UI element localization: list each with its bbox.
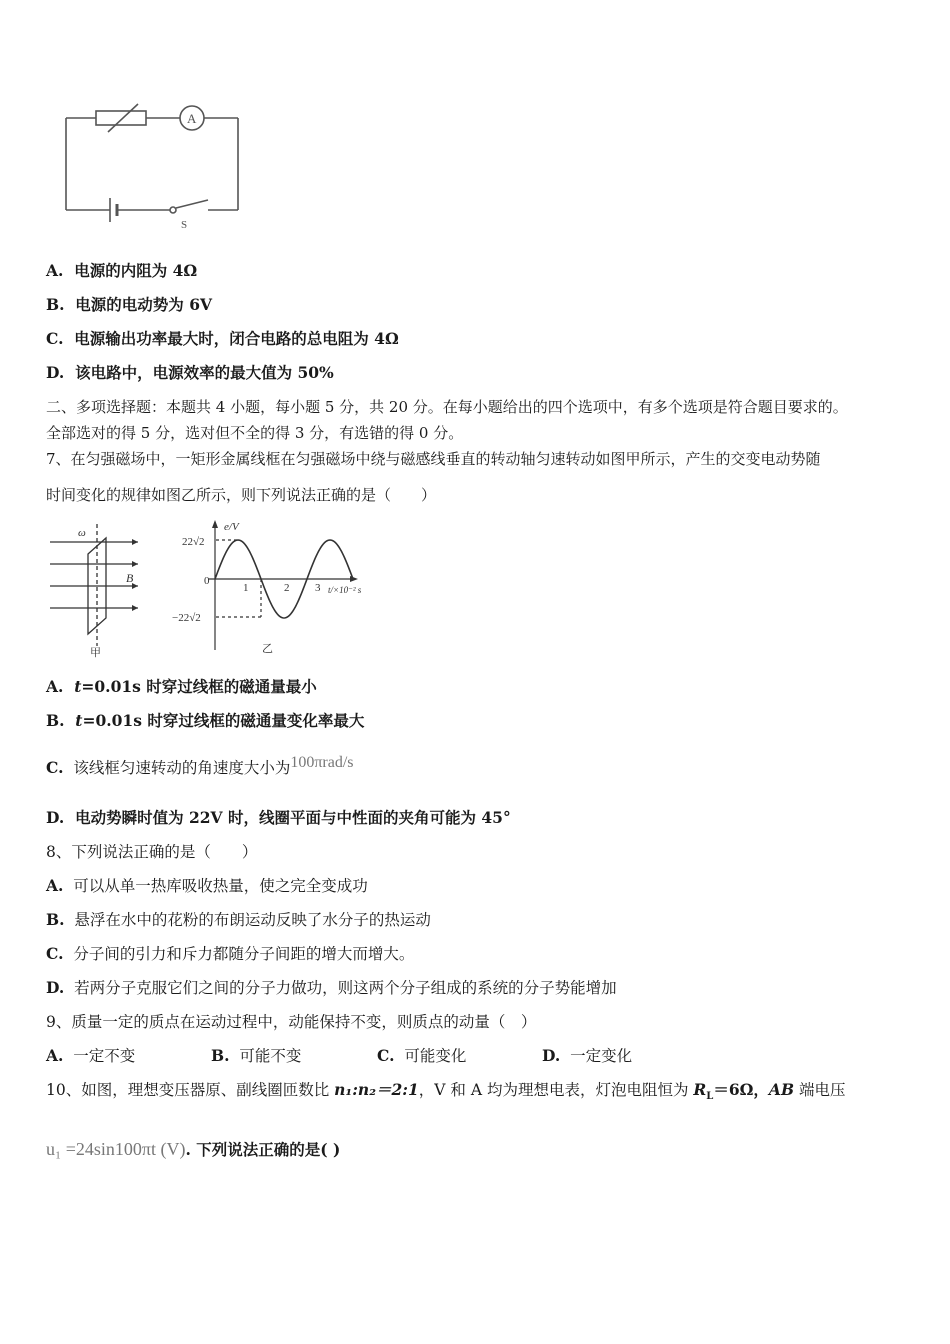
y-axis-label: e/V xyxy=(224,521,239,533)
x-tick-2: 2 xyxy=(284,582,290,594)
q7-stem-line2: 时间变化的规律如图乙所示，则下列说法正确的是（ ） xyxy=(46,486,437,504)
section2-line1: 二、多项选择题：本题共 4 小题，每小题 5 分，共 20 分。在每小题给出的四个选项中，有多个选项是符合题目要求的。 xyxy=(46,398,848,416)
q10-stem-line1: 10、如图，理想变压器原、副线圈匝数比 n₁:n₂＝2:1，V 和 A 均为理想电表，灯泡电阻恒为 $R_L=6\Omega$，AB 端电压 xyxy=(46,1080,846,1103)
q8-option-a: A. 可以从单一热库吸收热量，使之完全变成功 xyxy=(46,876,368,895)
x-axis-label: t/×10⁻² s xyxy=(328,585,362,595)
voltage-formula: u₁ =24sin100πt (V) xyxy=(46,1139,186,1159)
y-min-label: −22√2 xyxy=(172,612,201,624)
q7-option-d: D. 电动势瞬时值为 22V 时，线圈平面与中性面的夹角可能为 45° xyxy=(46,808,511,827)
q8-option-d: D. 若两分子克服它们之间的分子力做功，则这两个分子组成的系统的分子势能增加 xyxy=(46,978,617,997)
y-max-label: 22√2 xyxy=(182,536,205,548)
q9-option-b: B. 可能不变 xyxy=(211,1046,302,1065)
q8-option-b: B. 悬浮在水中的花粉的布朗运动反映了水分子的热运动 xyxy=(46,910,431,929)
q6-option-a: A. 电源的内阻为 4Ω xyxy=(46,261,198,280)
q6-option-d: D. 该电路中，电源效率的最大值为 50% xyxy=(46,363,334,382)
b-field-label: B xyxy=(126,571,134,585)
origin-label: 0 xyxy=(204,575,210,587)
circuit-diagram xyxy=(60,100,250,230)
x-tick-3: 3 xyxy=(315,582,321,594)
q6-option-b: B. 电源的电动势为 6V xyxy=(46,295,213,314)
q7-option-a: A. t=0.01s 时穿过线框的磁通量最小 xyxy=(46,677,317,696)
q7-stem-line1: 7、在匀强磁场中，一矩形金属线框在匀强磁场中绕与磁感线垂直的转动轴匀速转动如图甲所示，产生的交变电动势随 xyxy=(46,450,821,468)
angular-velocity-formula: 100πrad/s xyxy=(290,754,354,771)
q10-stem-line2: u₁ =24sin100πt (V). 下列说法正确的是( ) xyxy=(46,1139,341,1159)
q9-option-c: C. 可能变化 xyxy=(377,1046,467,1065)
q8-stem: 8、下列说法正确的是（ ） xyxy=(46,843,258,861)
figure-left-label: 甲 xyxy=(90,647,101,659)
ammeter-label: A xyxy=(187,111,197,126)
q8-option-c: C. 分子间的引力和斥力都随分子间距的增大而增大。 xyxy=(46,944,415,963)
q6-option-c: C. 电源输出功率最大时，闭合电路的总电阻为 4Ω xyxy=(46,329,399,348)
x-tick-1: 1 xyxy=(243,582,249,594)
q7-option-b: B. t=0.01s 时穿过线框的磁通量变化率最大 xyxy=(46,711,365,730)
q9-stem: 9、质量一定的质点在运动过程中，动能保持不变，则质点的动量（ ） xyxy=(46,1013,537,1031)
switch-label: S xyxy=(181,219,188,230)
q9-option-d: D. 一定变化 xyxy=(542,1046,633,1065)
figure-right-label: 乙 xyxy=(262,643,273,655)
section2-line2: 全部选对的得 5 分，选对但不全的得 3 分，有选错的得 0 分。 xyxy=(46,424,464,442)
omega-label: ω xyxy=(78,527,86,539)
q7-option-c: C. 该线框匀速转动的角速度大小为100πrad/s xyxy=(46,754,354,777)
rotating-coil-figure xyxy=(44,520,144,660)
q9-option-a: A. 一定不变 xyxy=(46,1046,136,1065)
emf-time-graph xyxy=(168,518,378,658)
